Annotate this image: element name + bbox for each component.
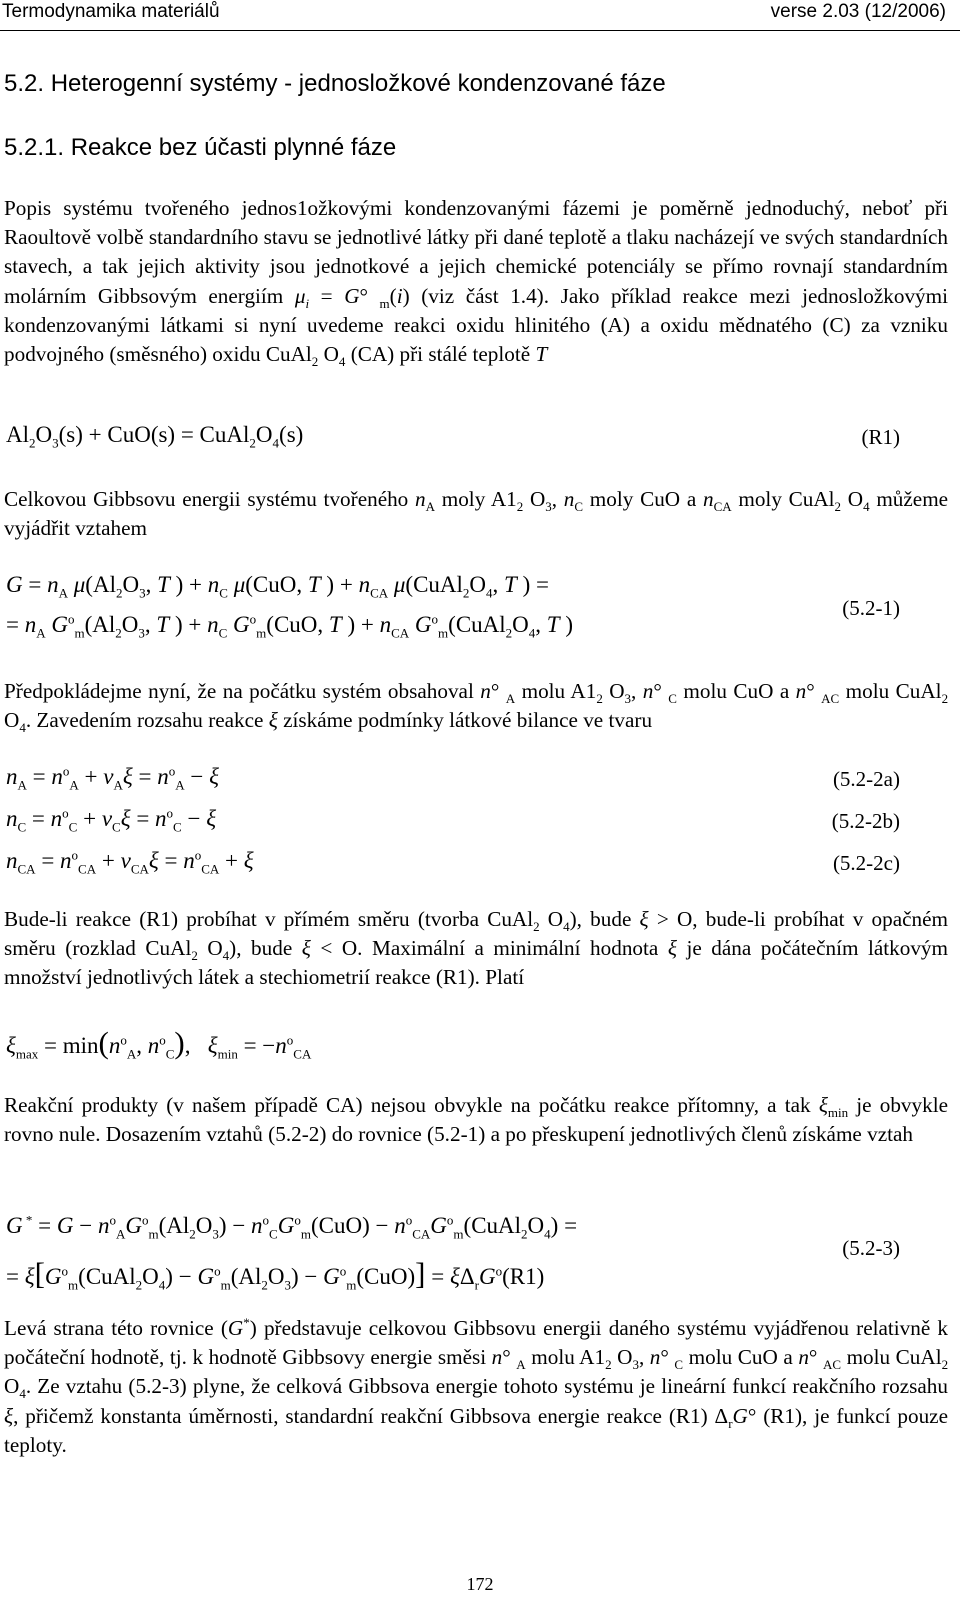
equation-number-5-2-2c: (5.2-2c) — [832, 851, 900, 875]
equation-5-2-2c: $n_{CA} = n^o_{CA} + \nu_{CA}\xi = n^o_{CA} + \xi$ — [6, 847, 254, 877]
equation-5-2-3-line1: G $^* = G - n^o_AG^o_m(Al_2O_3) - n^o_CG^o_m(CuO)$ − $n^o_{CA}G^o_m(CuAl_2O_4)$ = — [6, 1212, 578, 1242]
equation-5-2-1-line1: $G = n_A$ $\mu(Al_2O_3$, T ) + $n_C$ μ(CuO, T ) + $n_{CA}$ $\mu(CuAl_2O_4$, T ) = — [6, 572, 549, 601]
section-title: 5.2. Heterogenní systémy - jednosložkové kondenzované fáze — [4, 70, 666, 97]
equation-number-5-2-1: (5.2-1) — [842, 596, 900, 620]
equation-xi-limits: $\xi_{max} = \min(n^o_A$, $n^o_C$), $\xi_{min} = -n^o_{CA}$ — [6, 1025, 312, 1062]
paragraph-3: Předpokládejme nyní, že na počátku systém obsahoval n° $_A$ molu $A1_2$ $O_3$, n° $_C$ molu CuO a n° $_{AC}$ molu CuAl$_2$ $O_4$. Zavedením rozsahu reakce ξ získáme podmínky látkové bilance ve tvaru — [4, 679, 949, 736]
equation-5-2-2b: $n_C = n^o_C + \nu_C\xi = n^o_C - \xi$ — [6, 805, 217, 835]
equation-number-5-2-3: (5.2-3) — [842, 1236, 900, 1260]
equation-5-2-2a: $n_A = n^o_A + \nu_A\xi = n^o_A - \xi$ — [6, 763, 219, 793]
paragraph-2: Celkovou Gibbsovu energii systému tvořeného $n_A$ moly $A1_2$ $O_3$, $n_C$ moly CuO a $n_{CA}$ moly CuAl$_2$ $O_4$ můžeme vyjádřit vztahem — [4, 487, 949, 541]
paragraph-6: Levá strana této rovnice (G*) představuje celkovou Gibbsovu energii daného systému vyjádřenou relativně k počáteční hodnotě, tj. k hodnotě Gibbsovy energie směsi n° $_A$ molu $A1_2$ $O_3$, n° $_C$ molu CuO a n° $_{AC}$ molu CuAl$_2$ $O_4$. Ze vztahu (5.2-3) plyne, že celková Gibbsova energie tohoto systému je lineární funkcí reakčního rozsahu ξ, přičemž konstanta úměrnosti, standardní reakční Gibbsova energie reakce (R1) $\Delta_rG^\circ$ (R1), je funkcí pouze teploty. — [4, 1314, 949, 1457]
header-version: verse 2.03 (12/2006) — [770, 1, 946, 22]
paragraph-4: Bude-li reakce (R1) probíhat v přímém směru (tvorba CuAl$_2$ $O_4$), bude ξ > O, bude-li probíhat v opačném směru (rozklad CuAl$_2$ $O_4$), bude ξ < O. Maximální a minimální hodnota ξ je dána počátečním látkovým množství jednotlivých látek a stechiometrií reakce (R1). Platí — [4, 907, 949, 990]
page-header — [0, 0, 960, 31]
equation-number-r1: (R1) — [861, 425, 900, 449]
equation-5-2-3-line2: = $\xi[G^o_m(CuAl_2O_4) - G^o_m(Al_2O_3) - G^o_m(CuO)] = \xi\Delta_rG^o(R1)$ — [6, 1256, 545, 1293]
header-title: Termodynamika materiálů — [2, 1, 220, 22]
subsection-title: 5.2.1. Reakce bez účasti plynné fáze — [4, 134, 397, 161]
equation-5-2-1-line2: = $n_A$ $G^o_m(Al_2O_3$, T ) + $n_C$ $G^o_m(CuO$, T ) + $n_{CA}$ $G^o_m(CuAl_2O_4$, T ) — [6, 611, 573, 641]
paragraph-5: Reakční produkty (v našem případě CA) nejsou obvykle na počátku reakce přítomny, a tak $\xi_{min}$ je obvykle rovno nule. Dosazením vztahů (5.2-2) do rovnice (5.2-1) a po přeskupení jednotlivých členů získáme vztah — [4, 1093, 949, 1147]
page-number: 172 — [466, 1574, 494, 1594]
equation-number-5-2-2b: (5.2-2b) — [831, 809, 900, 833]
equation-number-5-2-2a: (5.2-2a) — [832, 767, 900, 791]
paragraph-1: Popis systému tvořeného jednos1ožkovými kondenzovanými fázemi je poměrně jednoduchý, neboť při Raoultově volbě standardního stavu se jednotlivé látky při dané teplotě a tlaku nacházejí ve svých standardních stavech, a tak jejich aktivity jsou jednotkové a jejich chemické potenciály se přímo rovnají standardním molárním Gibbsovým energiím $\mu_i = G^\circ$ $_m$(i) (viz část 1.4). Jako příklad reakce mezi jednosložkovými kondenzovanými látkami si nyní uvedeme reakci oxidu hlinitého (A) a oxidu mědnatého (C) za vzniku podvojného (směsného) oxidu CuAl$_2$ $O_4$ (CA) při stálé teplotě T — [4, 196, 949, 370]
equation-r1: $Al_2O_3(s) + CuO(s)$ = $CuAl_2O_4(s)$ — [6, 422, 304, 451]
